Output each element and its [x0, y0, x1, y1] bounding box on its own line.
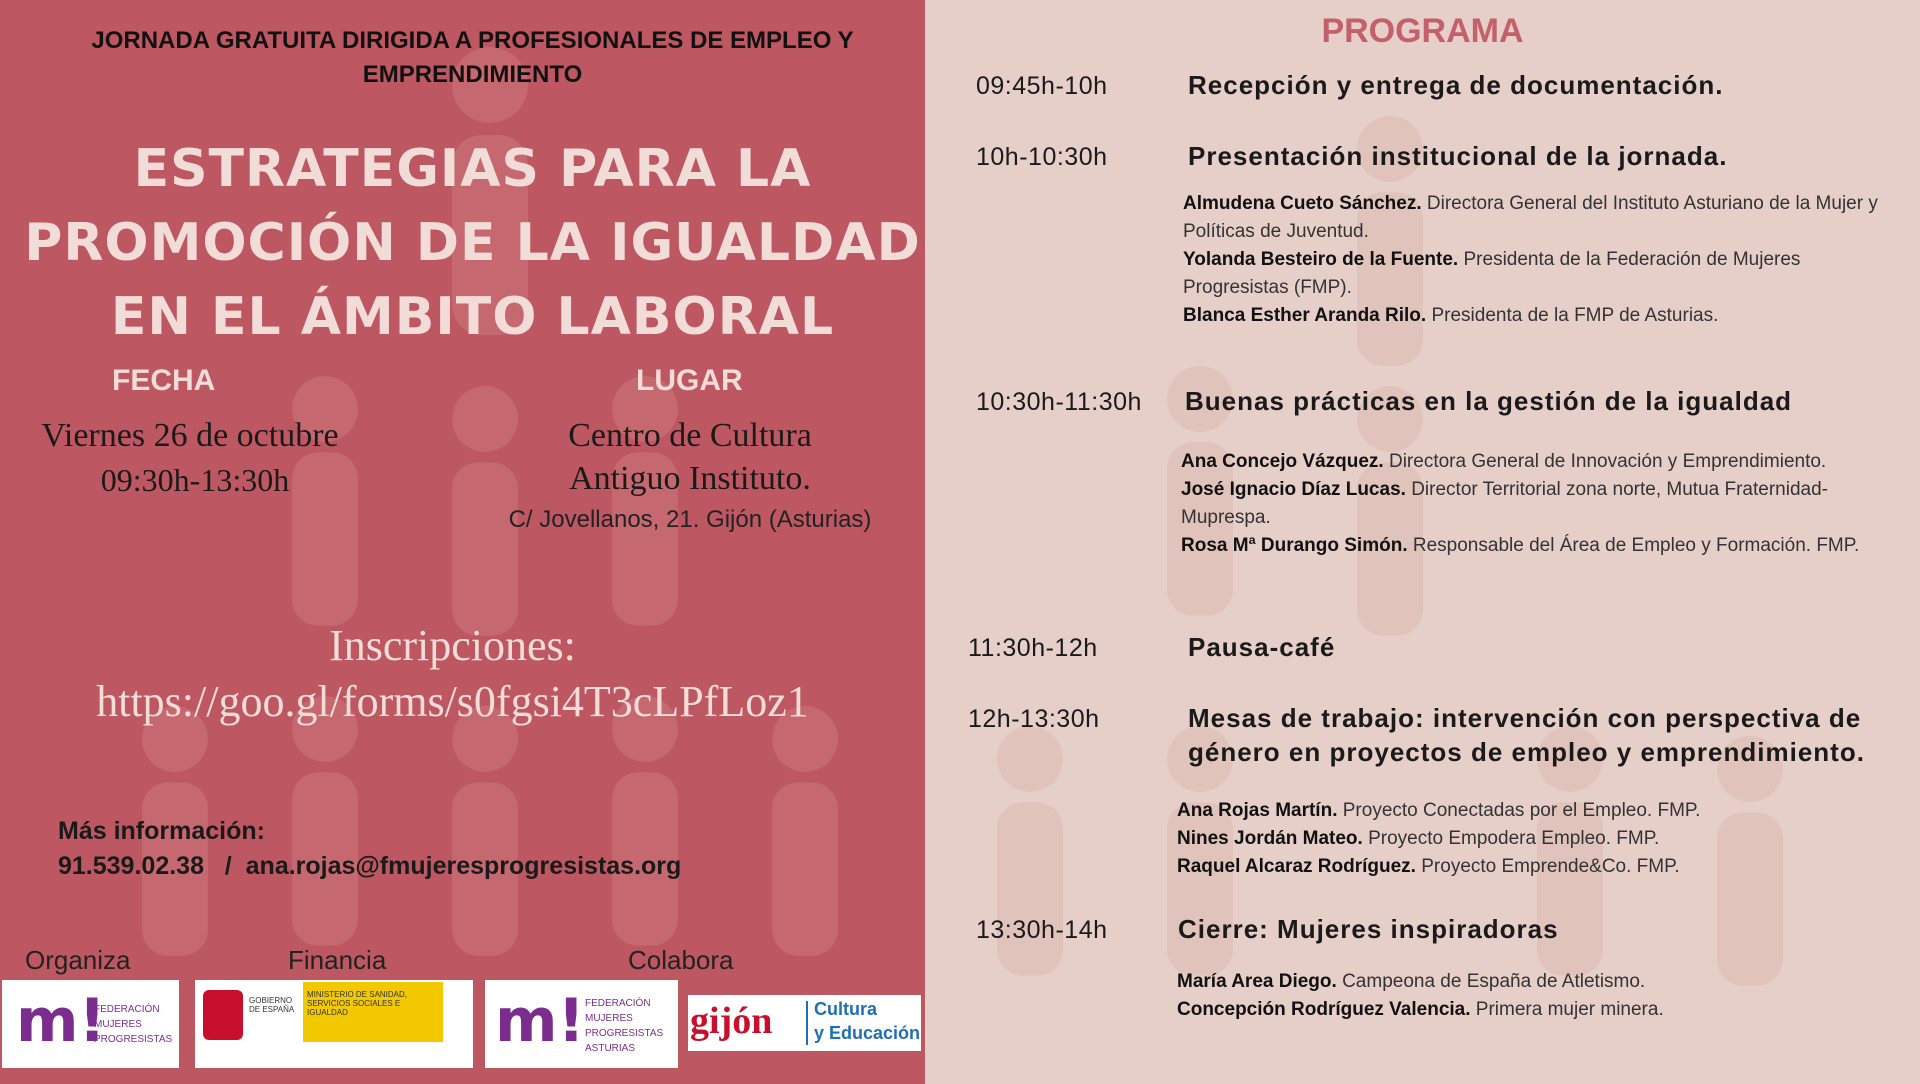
speaker-list	[1183, 190, 1883, 330]
speaker-item: Blanca Esther Aranda Rilo. Presidenta de la FMP de Asturias.	[1183, 305, 1719, 326]
colabora-label: Colabora	[628, 945, 734, 975]
person-silhouette-icon	[600, 370, 690, 630]
programa-panel	[925, 0, 1920, 1084]
lugar-address: C/ Jovellanos, 21. Gijón (Asturias)	[508, 506, 872, 533]
speaker-item: Raquel Alcaraz Rodríguez. Proyecto Emprende&Co. FMP.	[1177, 856, 1680, 877]
agenda-time: 11:30h-12h	[968, 634, 1098, 662]
financia-label: Financia	[288, 945, 387, 975]
lugar-name: Centro de Cultura	[568, 417, 812, 454]
info-label: Más información:	[58, 817, 265, 845]
event-title: ESTRATEGIAS PARA LA PROMOCIÓN DE LA IGUALDAD EN EL ÁMBITO LABORAL	[24, 139, 921, 347]
lugar-building: Antiguo Instituto.	[569, 460, 811, 497]
inscripciones-link[interactable]: https://goo.gl/forms/s0fgsi4T3cLPfLoz1	[96, 677, 809, 726]
fmp-logo: m! FEDERACIÓN MUJERES PROGRESISTAS	[2, 980, 179, 1068]
speaker-item: Almudena Cueto Sánchez. Directora General del Instituto Asturiano de la Mujer y Políticas de Juventud.	[1183, 193, 1878, 242]
person-silhouette-icon	[600, 690, 690, 950]
agenda-heading: Pausa-café	[1188, 632, 1336, 662]
speaker-item: José Ignacio Díaz Lucas. Director Territorial zona norte, Mutua Fraternidad-Muprespa.	[1181, 479, 1828, 528]
event-info-panel	[0, 0, 925, 1084]
info-contact[interactable]: 91.539.02.38 / ana.rojas@fmujeresprogresistas.org	[58, 852, 682, 880]
agenda-time: 12h-13:30h	[968, 705, 1100, 733]
person-silhouette-icon	[280, 370, 370, 630]
speaker-list	[1177, 968, 1887, 1024]
person-silhouette-icon	[440, 700, 530, 960]
speaker-item: Yolanda Besteiro de la Fuente. Presidenta de la Federación de Mujeres Progresistas (FMP).	[1183, 249, 1801, 298]
inscripciones-label: Inscripciones:	[329, 621, 576, 670]
agenda-time: 10h-10:30h	[976, 143, 1108, 171]
agenda-time: 09:45h-10h	[976, 72, 1108, 100]
agenda-heading: Recepción y entrega de documentación.	[1188, 70, 1724, 100]
lugar-label: LUGAR	[636, 364, 743, 397]
fecha-time: 09:30h-13:30h	[100, 462, 290, 498]
fmp-asturias-logo: m! FEDERACIÓN MUJERES PROGRESISTAS ASTURIAS	[485, 980, 678, 1068]
fecha-label: FECHA	[112, 364, 216, 397]
programa-title: PROGRAMA	[1321, 12, 1524, 50]
person-silhouette-icon	[760, 700, 850, 960]
speaker-item: Nines Jordán Mateo. Proyecto Empodera Empleo. FMP.	[1177, 828, 1660, 849]
gijon-logo: gijón Cultura y Educación	[688, 995, 921, 1051]
person-silhouette-icon	[280, 690, 370, 950]
agenda-heading: Mesas de trabajo: intervención con perspectiva de género en proyectos de empleo y emprendimiento.	[1188, 703, 1865, 767]
speaker-item: Ana Concejo Vázquez. Directora General de Innovación y Emprendimiento.	[1181, 451, 1827, 472]
speaker-item: Concepción Rodríguez Valencia. Primera mujer minera.	[1177, 999, 1664, 1020]
gobierno-logo: GOBIERNO DE ESPAÑA MINISTERIO DE SANIDAD, SERVICIOS SOCIALES E IGUALDAD	[195, 980, 473, 1068]
agenda-time: 13:30h-14h	[976, 916, 1108, 944]
speaker-item: Rosa Mª Durango Simón. Responsable del Área de Empleo y Formación. FMP.	[1181, 535, 1860, 556]
agenda-heading: Buenas prácticas en la gestión de la igualdad	[1185, 386, 1793, 416]
agenda-heading: Cierre: Mujeres inspiradoras	[1178, 914, 1559, 944]
speaker-list	[1181, 448, 1891, 560]
agenda-time: 10:30h-11:30h	[976, 388, 1142, 416]
fecha-date: Viernes 26 de octubre	[41, 417, 339, 454]
organiza-label: Organiza	[25, 945, 131, 975]
agenda-heading: Presentación institucional de la jornada.	[1188, 141, 1728, 171]
speaker-item: Ana Rojas Martín. Proyecto Conectadas por el Empleo. FMP.	[1177, 800, 1701, 821]
speaker-item: María Area Diego. Campeona de España de Atletismo.	[1177, 971, 1646, 992]
speaker-list	[1177, 797, 1887, 881]
event-tagline: JORNADA GRATUITA DIRIGIDA A PROFESIONALES DE EMPLEO Y EMPRENDIMIENTO	[91, 27, 854, 88]
